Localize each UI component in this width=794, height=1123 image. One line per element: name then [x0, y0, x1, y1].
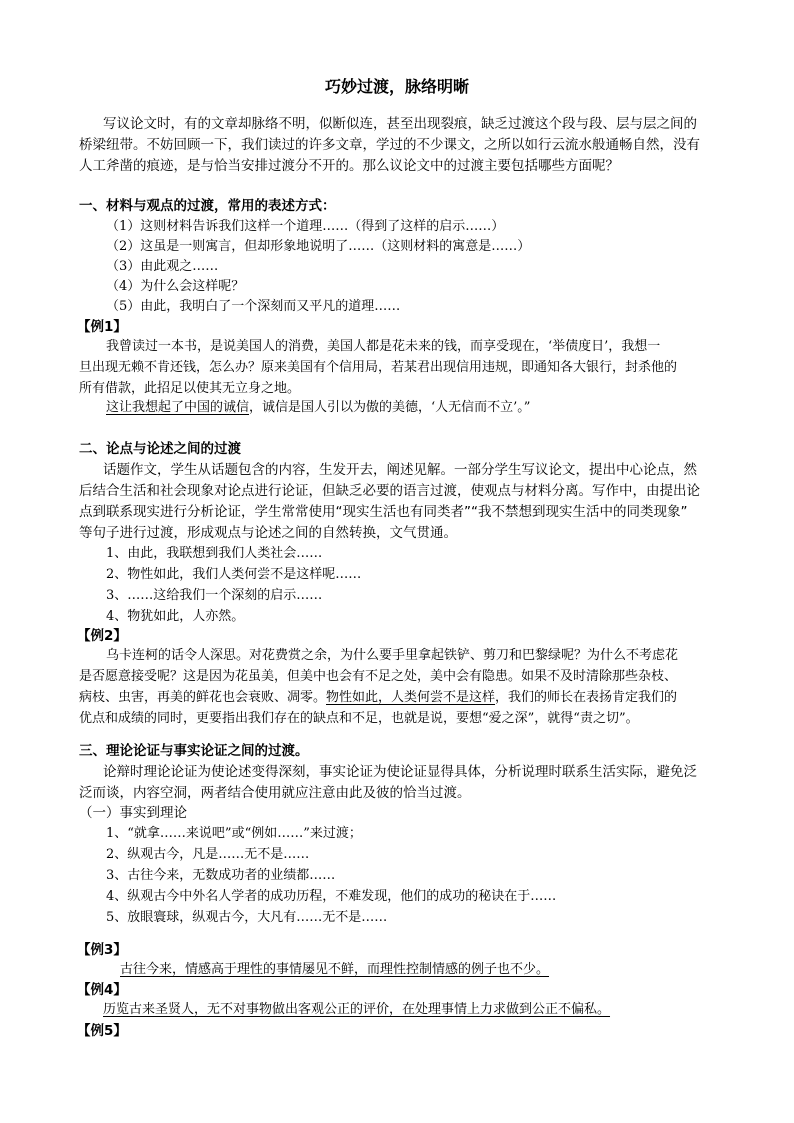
example4-label: 【例4】 — [77, 982, 127, 998]
example2-underlined: 物性如此，人类何尝不是这样 — [326, 690, 496, 705]
intro-line-3: 人工斧凿的痕迹，是与恰当安排过渡分不开的。那么议论文中的过渡主要包括哪些方面呢？ — [79, 158, 619, 174]
section3-para-line-1: 论辩时理论论证为使论述变得深刻，事实论证为使论证显得具体，分析说理时联系生活实际，避免泛 — [103, 764, 697, 780]
section3-item-2: 2、纵观古今，凡是……无不是…… — [106, 847, 310, 862]
section2-item-1: 1、由此，我联想到我们人类社会…… — [106, 546, 323, 561]
section1-item-3: （3）由此观之…… — [106, 259, 219, 274]
section2-heading: 二、论点与论述之间的过渡 — [79, 441, 241, 457]
example3-underlined: 古往今来，情感高于理性的事情屡见不鲜，而理性控制情感的例子也不少。 — [120, 962, 550, 977]
section2-para-line-2: 后结合生活和社会现象对论点进行论证，但缺乏必要的语言过渡，使观点与材料分离。写作中，由提出论 — [79, 483, 700, 499]
page-title: 巧妙过渡，脉络明晰 — [324, 77, 469, 96]
section2-para-line-1: 话题作文，学生从话题包含的内容，生发开去，阐述见解。一部分学生写议论文，提出中心论点，然 — [103, 462, 697, 478]
example1-underlined: 这让我想起了中国的诚信 — [106, 400, 250, 415]
example3-label: 【例3】 — [77, 942, 127, 958]
example2-label: 【例2】 — [77, 628, 127, 644]
section3-para-line-2: 泛而谈，内容空洞，两者结合使用就应注意由此及彼的恰当过渡。 — [79, 785, 471, 801]
section2-para-line-3: 点到联系现实进行分析论证，学生常常使用“现实生活也有同类者”“我不禁想到现实生活中的同类现象” — [79, 504, 688, 520]
section3-item-1: 1、“就拿……来说吧”或“例如……”来过渡； — [106, 826, 362, 841]
example2-line-3-pre: 病枝、虫害，再美的鲜花也会衰败、凋零。 — [79, 690, 327, 705]
section3-heading: 三、理论论证与事实论证之间的过渡。 — [79, 743, 309, 759]
example2-line-2: 是否愿意接受呢？这是因为花虽美，但美中也会有不足之处，美中会有隐患。如果不及时清除那些杂枝、 — [79, 669, 678, 684]
example4-text — [79, 1000, 610, 1020]
section2-para-line-4: 等句子进行过渡，形成观点与论述之间的自然转换，文气贯通。 — [79, 525, 457, 541]
example1-line-3: 所有借款，此招足以使其无立身之地。 — [79, 381, 301, 396]
example2-line-3-post: ，我们的师长在表扬肯定我们的 — [495, 690, 678, 705]
intro-line-2: 桥梁纽带。不妨回顾一下，我们读过的许多文章，学过的不少课文，之所以如行云流水般通畅自然，没有 — [79, 137, 700, 153]
example1-line-2: 旦出现无赖不肯还钱，怎么办？原来美国有个信用局，若某君出现信用违规，即通知各大银行，封杀他的 — [79, 360, 678, 375]
example1-line-4 — [106, 398, 530, 418]
section1-item-1: （1）这则材料告诉我们这样一个道理……（得到了这样的启示……） — [106, 219, 505, 234]
section1-item-5: （5）由此，我明白了一个深刻而又平凡的道理…… — [106, 299, 401, 314]
section1-heading: 一、材料与观点的过渡，常用的表述方式： — [79, 198, 336, 214]
section2-item-4: 4、物犹如此，人亦然。 — [106, 609, 245, 624]
section3-item-5: 5、放眼寰球，纵观古今，大凡有……无不是…… — [106, 910, 388, 925]
section1-item-4: （4）为什么会这样呢？ — [106, 279, 245, 294]
section1-item-2: （2）这虽是一则寓言，但却形象地说明了……（这则材料的寓意是……） — [106, 239, 531, 254]
section2-item-2: 2、物性如此，我们人类何尝不是这样呢…… — [106, 567, 362, 582]
example2-line-4: 优点和成绩的同时，更要指出我们存在的缺点和不足，也就是说，要想“爱之深”，就得“责之切”。 — [79, 711, 639, 726]
example3-text — [100, 960, 549, 980]
example1-line-1: 我曾读过一本书，是说美国人的消费，美国人都是花未来的钱，而享受现在，‘举债度日’，我想一 — [106, 339, 661, 354]
intro-line-1: 写议论文时，有的文章却脉络不明，似断似连，甚至出现裂痕，缺乏过渡这个段与段、层与层之间的 — [103, 116, 697, 132]
example2-line-1: 乌卡连柯的话令人深思。对花费赏之余，为什么要手里拿起铁铲、剪刀和巴黎绿呢？为什么不考虑花 — [106, 648, 679, 663]
section3-item-4: 4、纵观古今中外名人学者的成功历程，不难发现，他们的成功的秘诀在于…… — [106, 889, 557, 904]
section2-item-3: 3、……这给我们一个深刻的启示…… — [106, 588, 323, 603]
example5-label: 【例5】 — [77, 1023, 127, 1039]
example1-rest: ，诚信是国人引以为傲的美德，‘人无信而不立’。” — [249, 400, 531, 415]
example2-line-3 — [79, 688, 677, 708]
example4-underlined: 历览古来圣贤人，无不对事物做出客观公正的评价，在处理事情上力求做到公正不偏私。 — [103, 1002, 611, 1017]
section3-item-3: 3、古往今来，无数成功者的业绩都…… — [106, 868, 336, 883]
section3-sub-heading: （一）事实到理论 — [79, 805, 187, 821]
example1-label: 【例1】 — [77, 319, 127, 335]
